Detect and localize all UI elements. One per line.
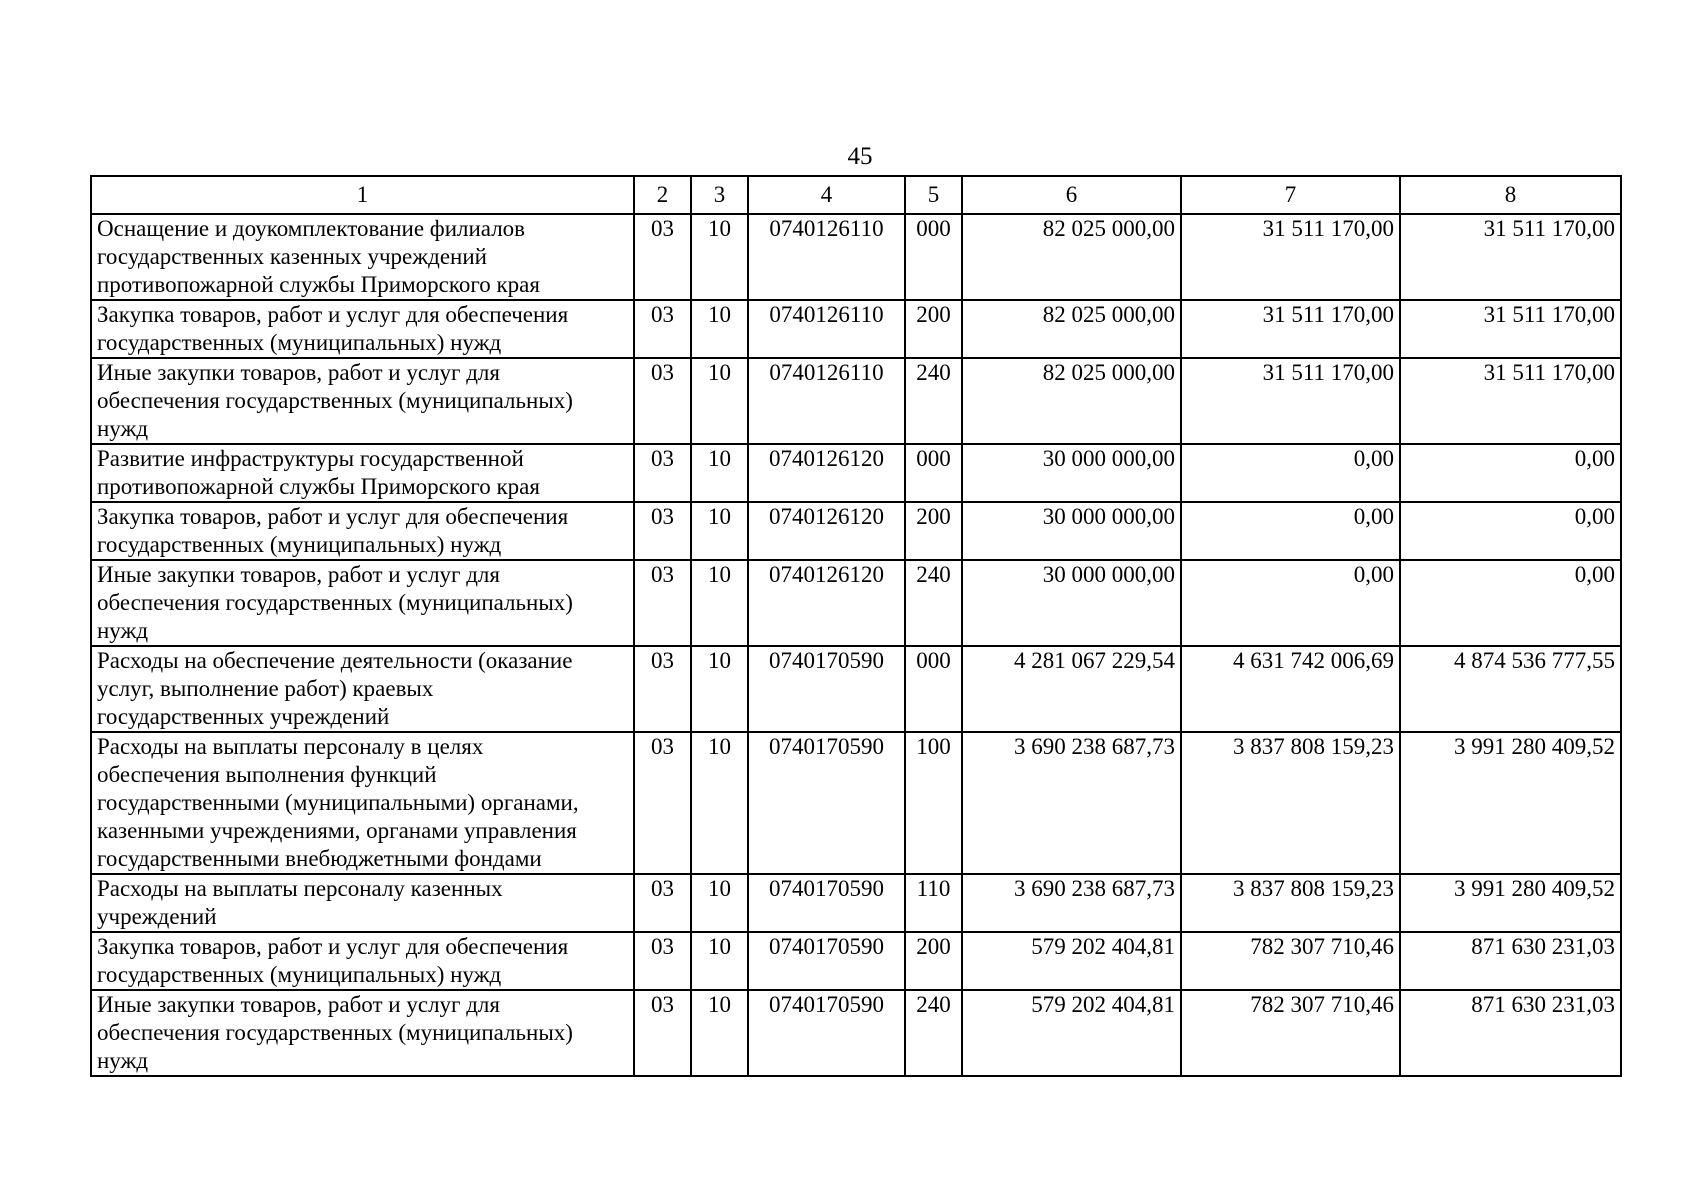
expense-name-cell — [91, 300, 634, 358]
subsection-code-cell: 10 — [691, 444, 748, 502]
amount-col-6-cell: 30 000 000,00 — [962, 502, 1181, 560]
table-row — [91, 358, 1621, 444]
amount-col-8-cell: 3 991 280 409,52 — [1400, 732, 1621, 874]
expense-name-line: обеспечения государственных (муниципальных) — [97, 1020, 573, 1045]
section-code-cell: 03 — [634, 214, 691, 300]
amount-col-8-cell: 0,00 — [1400, 560, 1621, 646]
target-article-code-cell: 0740126110 — [748, 214, 905, 300]
expense-name-cell — [91, 932, 634, 990]
expense-name-line: государственных (муниципальных) нужд — [97, 532, 502, 557]
amount-col-8-cell: 4 874 536 777,55 — [1400, 646, 1621, 732]
amount-col-8-cell: 0,00 — [1400, 502, 1621, 560]
table-header — [91, 176, 1621, 214]
expense-type-code-cell: 110 — [905, 874, 962, 932]
expense-name-line: государственных казенных учреждений — [97, 244, 487, 269]
header-col-2: 2 — [634, 176, 691, 214]
target-article-code-cell: 0740170590 — [748, 732, 905, 874]
expense-name-line: нужд — [97, 416, 149, 441]
expense-name-line: государственных (муниципальных) нужд — [97, 962, 502, 987]
expense-name-line: учреждений — [97, 904, 217, 929]
expense-name-cell — [91, 502, 634, 560]
expense-name-line: услуг, выполнение работ) краевых — [97, 676, 434, 701]
expense-name-cell — [91, 646, 634, 732]
amount-col-7-cell: 31 511 170,00 — [1181, 358, 1400, 444]
expense-name-line: Расходы на выплаты персоналу казенных — [97, 876, 503, 901]
table-row — [91, 732, 1621, 874]
amount-col-8-cell: 0,00 — [1400, 444, 1621, 502]
expense-name-line: обеспечения государственных (муниципальных) — [97, 388, 573, 413]
expense-name-line: Оснащение и доукомплектование филиалов — [97, 216, 526, 241]
expense-type-code-cell: 240 — [905, 560, 962, 646]
header-row — [91, 176, 1621, 214]
budget-table — [90, 175, 1622, 1077]
target-article-code-cell: 0740170590 — [748, 646, 905, 732]
table-row — [91, 502, 1621, 560]
amount-col-7-cell: 31 511 170,00 — [1181, 300, 1400, 358]
amount-col-8-cell: 3 991 280 409,52 — [1400, 874, 1621, 932]
amount-col-6-cell: 3 690 238 687,73 — [962, 732, 1181, 874]
table-row — [91, 444, 1621, 502]
target-article-code-cell: 0740170590 — [748, 990, 905, 1076]
amount-col-8-cell: 31 511 170,00 — [1400, 300, 1621, 358]
target-article-code-cell: 0740126120 — [748, 502, 905, 560]
table-row — [91, 214, 1621, 300]
section-code-cell: 03 — [634, 932, 691, 990]
subsection-code-cell: 10 — [691, 502, 748, 560]
expense-name-line: Расходы на обеспечение деятельности (оказание — [97, 648, 573, 673]
expense-name-line: государственными внебюджетными фондами — [97, 846, 542, 871]
expense-type-code-cell: 000 — [905, 444, 962, 502]
amount-col-6-cell: 82 025 000,00 — [962, 300, 1181, 358]
subsection-code-cell: 10 — [691, 732, 748, 874]
section-code-cell: 03 — [634, 732, 691, 874]
expense-name-cell — [91, 560, 634, 646]
expense-name-line: Расходы на выплаты персоналу в целях — [97, 734, 484, 759]
expense-name-line: Закупка товаров, работ и услуг для обеспечения — [97, 934, 569, 959]
amount-col-6-cell: 82 025 000,00 — [962, 214, 1181, 300]
expense-name-line: нужд — [97, 1048, 149, 1073]
expense-name-line: противопожарной службы Приморского края — [97, 272, 540, 297]
expense-name-line: нужд — [97, 618, 149, 643]
expense-name-cell — [91, 444, 634, 502]
subsection-code-cell: 10 — [691, 560, 748, 646]
table-row — [91, 990, 1621, 1076]
section-code-cell: 03 — [634, 444, 691, 502]
amount-col-7-cell: 0,00 — [1181, 502, 1400, 560]
target-article-code-cell: 0740170590 — [748, 874, 905, 932]
amount-col-7-cell: 31 511 170,00 — [1181, 214, 1400, 300]
target-article-code-cell: 0740126120 — [748, 444, 905, 502]
subsection-code-cell: 10 — [691, 932, 748, 990]
section-code-cell: 03 — [634, 502, 691, 560]
expense-name-cell — [91, 358, 634, 444]
amount-col-8-cell: 31 511 170,00 — [1400, 358, 1621, 444]
table-body — [91, 214, 1621, 1076]
table-row — [91, 560, 1621, 646]
table-row — [91, 932, 1621, 990]
expense-type-code-cell: 100 — [905, 732, 962, 874]
expense-name-line: Закупка товаров, работ и услуг для обеспечения — [97, 302, 569, 327]
expense-name-line: противопожарной службы Приморского края — [97, 474, 540, 499]
page-number: 45 — [847, 143, 873, 170]
amount-col-7-cell: 3 837 808 159,23 — [1181, 874, 1400, 932]
amount-col-6-cell: 579 202 404,81 — [962, 932, 1181, 990]
amount-col-8-cell: 31 511 170,00 — [1400, 214, 1621, 300]
subsection-code-cell: 10 — [691, 646, 748, 732]
amount-col-6-cell: 579 202 404,81 — [962, 990, 1181, 1076]
expense-type-code-cell: 200 — [905, 300, 962, 358]
expense-name-cell — [91, 990, 634, 1076]
amount-col-7-cell: 3 837 808 159,23 — [1181, 732, 1400, 874]
section-code-cell: 03 — [634, 560, 691, 646]
target-article-code-cell: 0740126110 — [748, 358, 905, 444]
expense-name-cell — [91, 214, 634, 300]
header-col-6: 6 — [962, 176, 1181, 214]
table-row — [91, 300, 1621, 358]
amount-col-6-cell: 82 025 000,00 — [962, 358, 1181, 444]
expense-name-line: государственными (муниципальными) органами, — [97, 790, 579, 815]
section-code-cell: 03 — [634, 358, 691, 444]
expense-type-code-cell: 200 — [905, 502, 962, 560]
amount-col-6-cell: 30 000 000,00 — [962, 444, 1181, 502]
table-row — [91, 874, 1621, 932]
expense-name-line: Иные закупки товаров, работ и услуг для — [97, 992, 500, 1017]
amount-col-6-cell: 30 000 000,00 — [962, 560, 1181, 646]
amount-col-7-cell: 782 307 710,46 — [1181, 932, 1400, 990]
amount-col-8-cell: 871 630 231,03 — [1400, 990, 1621, 1076]
amount-col-7-cell: 782 307 710,46 — [1181, 990, 1400, 1076]
header-col-5: 5 — [905, 176, 962, 214]
section-code-cell: 03 — [634, 990, 691, 1076]
subsection-code-cell: 10 — [691, 300, 748, 358]
amount-col-7-cell: 4 631 742 006,69 — [1181, 646, 1400, 732]
expense-type-code-cell: 000 — [905, 214, 962, 300]
amount-col-7-cell: 0,00 — [1181, 560, 1400, 646]
header-col-3: 3 — [691, 176, 748, 214]
amount-col-7-cell: 0,00 — [1181, 444, 1400, 502]
expense-name-line: обеспечения выполнения функций — [97, 762, 437, 787]
expense-name-cell — [91, 874, 634, 932]
amount-col-6-cell: 4 281 067 229,54 — [962, 646, 1181, 732]
expense-name-line: Закупка товаров, работ и услуг для обеспечения — [97, 504, 569, 529]
expense-type-code-cell: 200 — [905, 932, 962, 990]
expense-type-code-cell: 240 — [905, 358, 962, 444]
section-code-cell: 03 — [634, 646, 691, 732]
target-article-code-cell: 0740126110 — [748, 300, 905, 358]
expense-name-cell — [91, 732, 634, 874]
section-code-cell: 03 — [634, 300, 691, 358]
expense-name-line: казенными учреждениями, органами управления — [97, 818, 577, 843]
expense-type-code-cell: 240 — [905, 990, 962, 1076]
header-col-8: 8 — [1400, 176, 1621, 214]
expense-name-line: Иные закупки товаров, работ и услуг для — [97, 360, 500, 385]
section-code-cell: 03 — [634, 874, 691, 932]
subsection-code-cell: 10 — [691, 214, 748, 300]
amount-col-6-cell: 3 690 238 687,73 — [962, 874, 1181, 932]
expense-name-line: государственных (муниципальных) нужд — [97, 330, 502, 355]
subsection-code-cell: 10 — [691, 874, 748, 932]
amount-col-8-cell: 871 630 231,03 — [1400, 932, 1621, 990]
header-col-4: 4 — [748, 176, 905, 214]
header-col-1: 1 — [91, 176, 634, 214]
expense-type-code-cell: 000 — [905, 646, 962, 732]
table-row — [91, 646, 1621, 732]
subsection-code-cell: 10 — [691, 990, 748, 1076]
expense-name-line: Развитие инфраструктуры государственной — [97, 446, 524, 471]
subsection-code-cell: 10 — [691, 358, 748, 444]
expense-name-line: государственных учреждений — [97, 704, 390, 729]
expense-name-line: обеспечения государственных (муниципальных) — [97, 590, 573, 615]
header-col-7: 7 — [1181, 176, 1400, 214]
target-article-code-cell: 0740170590 — [748, 932, 905, 990]
target-article-code-cell: 0740126120 — [748, 560, 905, 646]
expense-name-line: Иные закупки товаров, работ и услуг для — [97, 562, 500, 587]
